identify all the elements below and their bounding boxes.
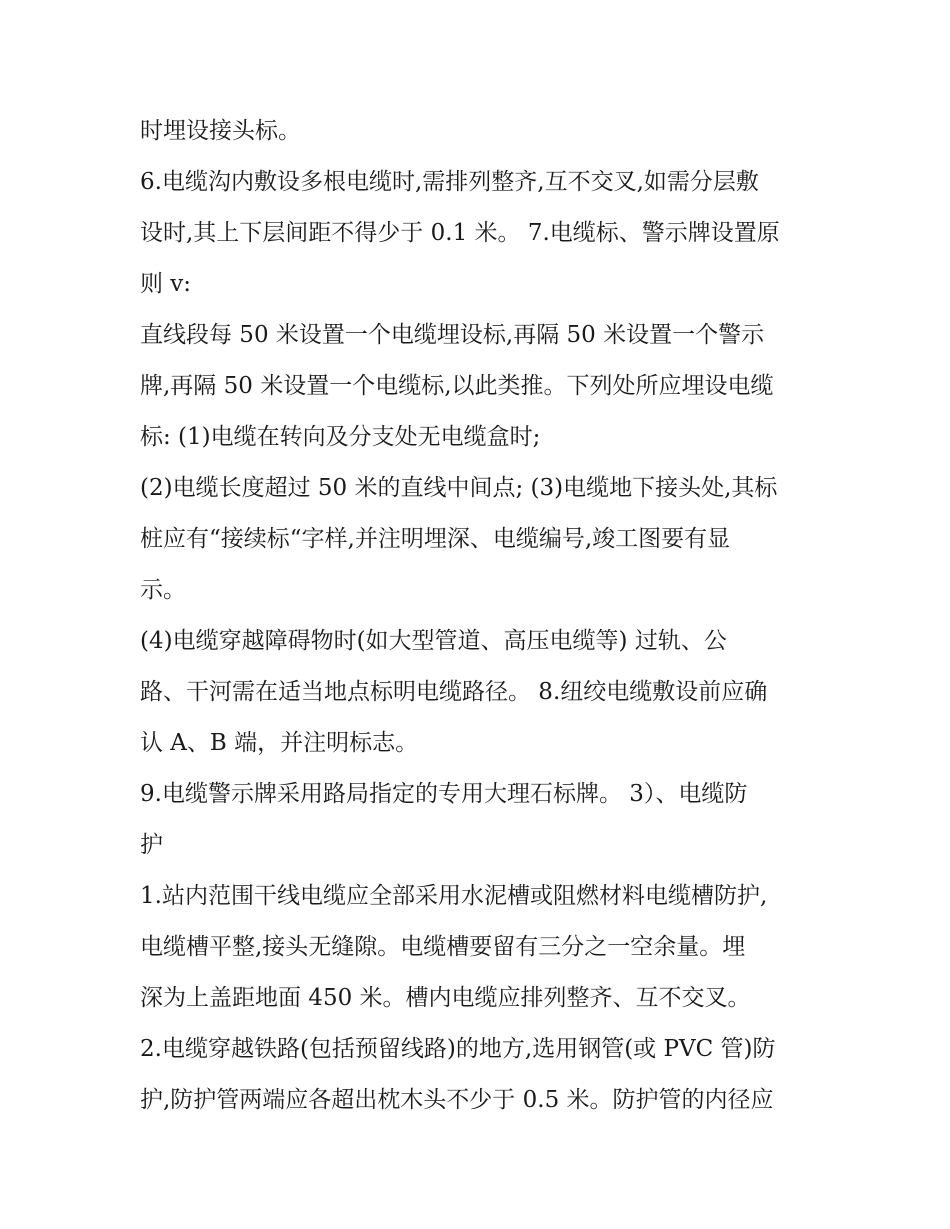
text-line: (4)电缆穿越障碍物时(如大型管道、高压电缆等) 过轨、公 bbox=[140, 628, 727, 654]
text-line: 标: (1)电缆在转向及分支处无电缆盒时; bbox=[140, 424, 541, 450]
text-line: 则 v: bbox=[140, 271, 192, 297]
text-line: 桩应有“接续标“字样,并注明埋深、电缆编号,竣工图要有显 bbox=[140, 526, 731, 552]
text-line: 护 bbox=[140, 832, 163, 858]
text-line: 直线段每 50 米设置一个电缆埋设标,再隔 50 米设置一个警示 bbox=[140, 322, 765, 348]
text-line: 2.电缆穿越铁路(包括预留线路)的地方,选用钢管(或 PVC 管)防 bbox=[140, 1036, 776, 1062]
text-line: 9.电缆警示牌采用路局指定的专用大理石标牌。 3）、电缆防 bbox=[140, 781, 748, 807]
text-line: 6.电缆沟内敷设多根电缆时,需排列整齐,互不交叉,如需分层敷 bbox=[140, 169, 759, 195]
document-body bbox=[140, 106, 820, 1126]
text-line: 时埋设接头标。 bbox=[140, 118, 301, 144]
text-line: 牌,再隔 50 米设置一个电缆标,以此类推。下列处所应埋设电缆 bbox=[140, 373, 774, 399]
text-line: 1.站内范围干线电缆应全部采用水泥槽或阻燃材料电缆槽防护, bbox=[140, 883, 768, 909]
text-line: 电缆槽平整,接头无缝隙。电缆槽要留有三分之一空余量。埋 bbox=[140, 934, 746, 960]
text-line: 路、干河需在适当地点标明电缆路径。 8.纽绞电缆敷设前应确 bbox=[140, 679, 768, 705]
text-line: 认 A、B 端，并注明标志。 bbox=[140, 730, 419, 756]
text-line: 设时,其上下层间距不得少于 0.1 米。 7.电缆标、警示牌设置原 bbox=[140, 220, 780, 246]
text-line: 示。 bbox=[140, 577, 186, 603]
text-line: 护,防护管两端应各超出枕木头不少于 0.5 米。防护管的内径应 bbox=[140, 1087, 774, 1113]
text-line: (2)电缆长度超过 50 米的直线中间点; (3)电缆地下接头处,其标 bbox=[140, 475, 778, 501]
text-line: 深为上盖距地面 450 米。槽内电缆应排列整齐、互不交叉。 bbox=[140, 985, 751, 1011]
